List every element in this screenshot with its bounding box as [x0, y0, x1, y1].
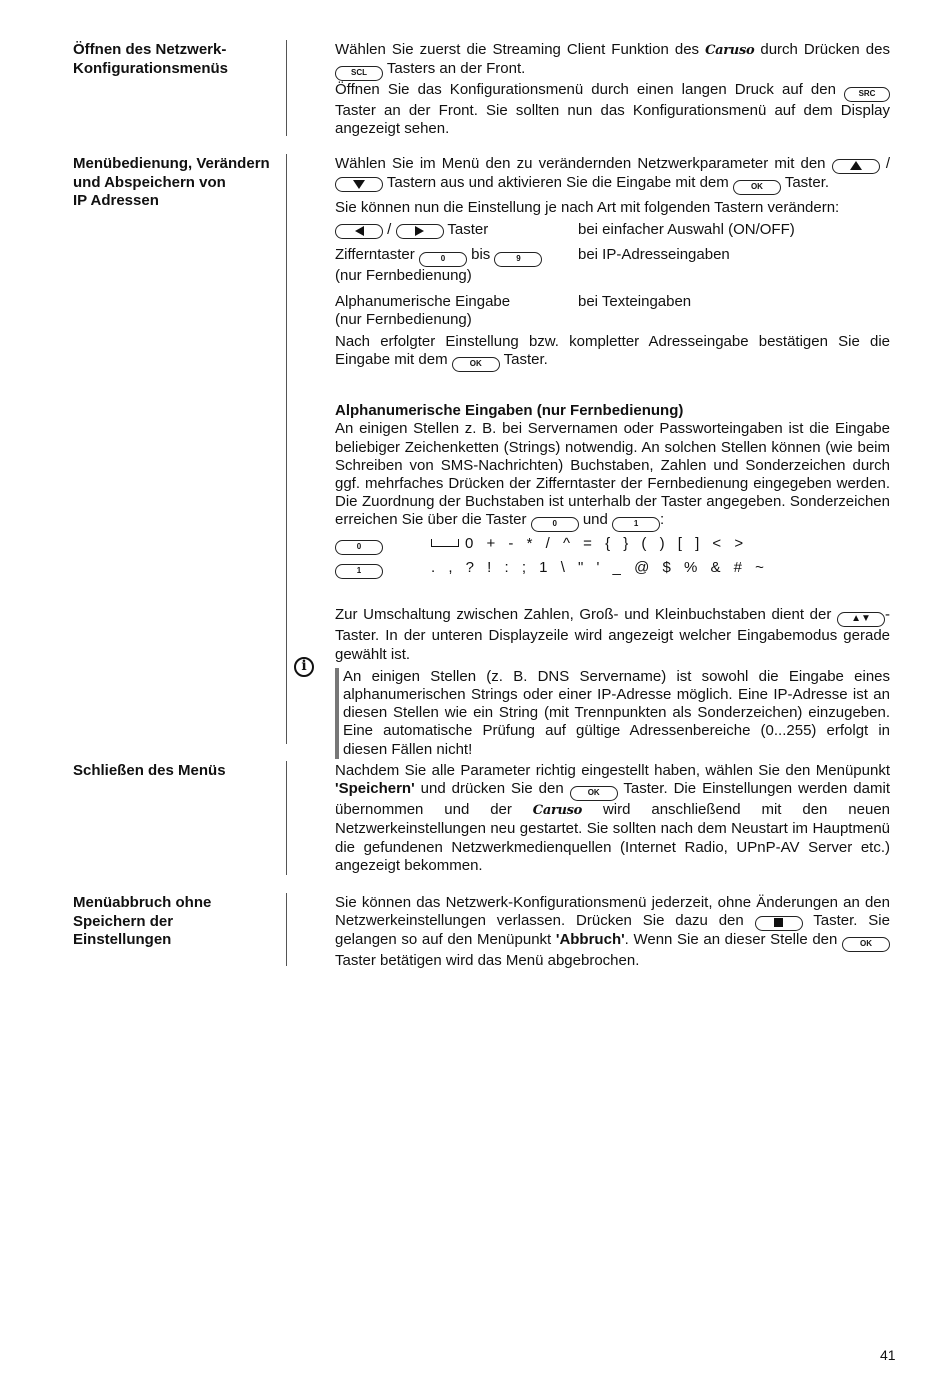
paragraph: Nach erfolgter Einstellung bzw. kompletter Adresseingabe bestätigen Sie die Eingabe mit dem OK Taster. [335, 333, 890, 372]
heading-line: Menübedienung, Verändern [73, 155, 270, 172]
section-heading-close-menu [73, 762, 283, 781]
page-number: 41 [880, 1347, 896, 1363]
section-body-cancel-menu [335, 894, 890, 970]
divider-line [286, 154, 287, 744]
one-key-icon: 1 [612, 517, 660, 532]
up-down-key-icon: ▲▼ [837, 612, 885, 627]
heading-line: Schließen des Menüs [73, 762, 226, 779]
section-heading-cancel-menu [73, 894, 283, 950]
scl-key-icon: SCL [335, 66, 383, 81]
divider-line [286, 893, 287, 966]
caruso-logo: Caruso [532, 803, 583, 819]
heading-line: Konfigurationsmenüs [73, 59, 229, 77]
stop-key-icon [755, 916, 803, 931]
ok-key-icon: OK [570, 786, 618, 801]
ok-key-icon: OK [733, 180, 781, 195]
zero-key-icon: 0 [419, 252, 467, 267]
section-body-open-menu [335, 41, 890, 139]
paragraph: An einigen Stellen z. B. bei Servernamen oder Passworteingaben ist die Eingabe beliebiger Zeichenketten (Strings) notwendig. An solchen Stellen können (wie beim Schreiben von SMS-Nachrichten) Buchstaben, Zahlen und Sonderzeichen durch ggf. mehrfaches Drücken der Zifferntaster der Fernbedienung eingegeben werden. Die Zuordnung der Buchstaben ist unterhalb der Taster angegeben. Sonderzeichen erreichen Sie über die Taster 0 und 1 : [335, 420, 890, 532]
special-chars-row-1: 1 . , ? ! : ; 1 \ " ' _ @ $ % & # ~ [335, 556, 890, 580]
divider-line [286, 40, 287, 136]
ok-key-icon: OK [842, 937, 890, 952]
left-arrow-key-icon [335, 224, 383, 239]
paragraph: Nachdem Sie alle Parameter richtig eingestellt haben, wählen Sie den Menüpunkt 'Speichern' und drücken Sie den OK Taster. Die Einstellungen werden damit übernommen und der Caruso wird anschließend mit den neuen Netzwerkeinstellungen neu gestartet. Sie sollten nach dem Neustart im Hauptmenü die gefundenen Netzwerkmedienquellen (Internet Radio, UPnP-AV Server etc.) angezeigt bekommen. [335, 762, 891, 874]
subheading: Alphanumerische Eingaben (nur Fernbedienung) [335, 402, 684, 420]
heading-line: Einstellungen [73, 931, 172, 948]
heading-line: und Abspeichern von [73, 173, 226, 191]
key-table-row: / Taster bei einfacher Auswahl (ON/OFF) [335, 221, 890, 239]
nine-key-icon: 9 [494, 252, 542, 267]
paragraph: Wählen Sie im Menü den zu verändernden Netzwerkparameter mit den / Tastern aus und aktivieren Sie die Eingabe mit dem OK Taster. [335, 155, 890, 195]
section-body-menu-operation [335, 155, 890, 759]
heading-line: Menüabbruch ohne [73, 894, 212, 911]
info-icon: i [294, 657, 314, 677]
divider-line [286, 761, 287, 875]
key-table-row: Zifferntaster 0 bis 9 (nur Fernbedienung) bei IP-Adresseingaben [335, 246, 730, 285]
paragraph: Wählen Sie zuerst die Streaming Client Funktion des Caruso durch Drücken des SCL Tasters an der Front. [335, 41, 890, 81]
right-arrow-key-icon [396, 224, 444, 239]
down-arrow-key-icon [335, 177, 383, 192]
heading-line: Öffnen des Netzwerk- [73, 41, 227, 58]
caruso-logo: Caruso [705, 43, 755, 58]
heading-line: IP Adressen [73, 192, 159, 209]
zero-key-icon: 0 [531, 517, 579, 532]
heading-line: Speichern der [73, 912, 174, 930]
paragraph: Öffnen Sie das Konfigurationsmenü durch einen langen Druck auf den SRC Taster an der Front. Sie sollten nun das Konfigurationsmenü auf dem Display angezeigt sehen. [335, 81, 890, 138]
space-icon [431, 539, 459, 547]
zero-key-icon: 0 [335, 540, 383, 555]
src-key-icon: SRC [844, 87, 890, 102]
section-heading-open-menu [73, 41, 283, 78]
paragraph: Sie können das Netzwerk-Konfigurationsmenü jederzeit, ohne Änderungen an den Netzwerkeinstellungen verlassen. Drücken Sie dazu den Taster. Sie gelangen so auf den Menüpunkt 'Abbruch'. Wenn Sie an dieser Stelle den OK Taster betätigen wird das Menü abgebrochen. [335, 894, 890, 970]
section-heading-menu-operation [73, 155, 283, 211]
section-body-close-menu [335, 762, 890, 875]
one-key-icon: 1 [335, 564, 383, 579]
paragraph: Zur Umschaltung zwischen Zahlen, Groß- und Kleinbuchstaben dient der ▲▼ -Taster. In der unteren Displayzeile wird angezeigt welcher Eingabemodus gerade gewählt ist. [335, 606, 891, 663]
info-note: An einigen Stellen (z. B. DNS Servername) ist sowohl die Eingabe eines alphanumerischen Strings oder einer IP-Adresse möglich. Eine IP-Adresse ist an diesen Stellen wie ein String (mit Trennpunkten als Sonderzeichen) einzugeben. Eine automatische Prüfung auf gültige Adressenbereiche (0...255) erfolgt in diesen Fällen nicht! [335, 668, 890, 759]
key-table-row: Alphanumerische Eingabe (nur Fernbedienung) bei Texteingaben [335, 292, 692, 328]
paragraph: Sie können nun die Einstellung je nach Art mit folgenden Tastern verändern: [335, 199, 840, 216]
special-chars-row-0: 0 0 + - * / ^ = { } ( ) [ ] < > [335, 532, 890, 556]
ok-key-icon: OK [452, 357, 500, 372]
up-arrow-key-icon [832, 159, 880, 174]
